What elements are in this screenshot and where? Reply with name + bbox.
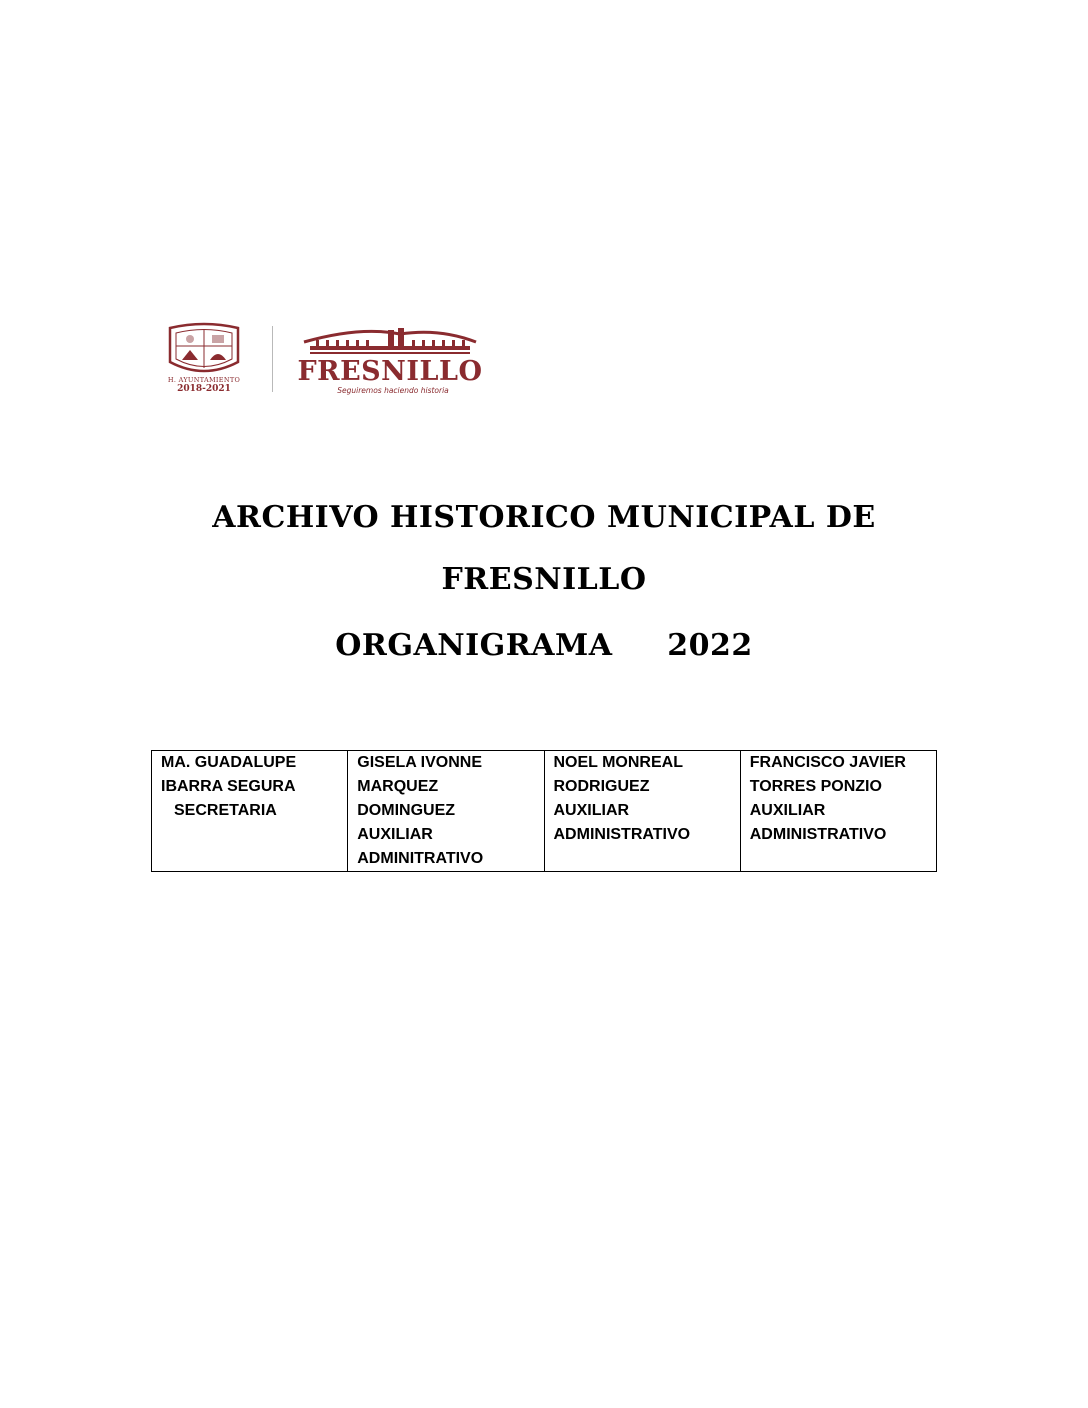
document-title-line-2: FRESNILLO: [441, 562, 647, 597]
staff-role: AUXILIAR: [749, 802, 826, 819]
staff-name-line: NOEL MONREAL: [553, 754, 683, 771]
seal-years: 2018-2021: [177, 384, 231, 394]
fresnillo-brand: [296, 324, 484, 396]
municipal-seal-icon: [164, 322, 244, 398]
seal-caption: H. AYUNTAMIENTO: [167, 376, 241, 384]
table-row: [152, 751, 937, 872]
staff-role: AUXILIAR: [553, 802, 630, 819]
brand-name: FRESNILLO: [297, 356, 483, 387]
staff-role: ADMINISTRATIVO: [749, 826, 887, 843]
staff-cell: [544, 751, 740, 872]
staff-cell: [348, 751, 544, 872]
staff-name-line: FRANCISCO JAVIER: [749, 754, 906, 771]
brand-tagline: Seguiremos haciendo historia: [337, 386, 449, 395]
document-title-line-1: ARCHIVO HISTORICO MUNICIPAL DE: [212, 500, 876, 535]
document-title-line-3: ORGANIGRAMA 2022: [335, 628, 753, 663]
staff-role: SECRETARIA: [174, 802, 277, 819]
staff-name-line: GISELA IVONNE: [357, 754, 483, 771]
staff-name-line: MA. GUADALUPE: [161, 754, 297, 771]
staff-role: ADMINISTRATIVO: [553, 826, 691, 843]
staff-name-line: MARQUEZ: [357, 778, 439, 795]
staff-name-line: TORRES PONZIO: [749, 778, 882, 795]
staff-table: [151, 750, 937, 872]
staff-cell: [740, 751, 936, 872]
logo-divider: [272, 326, 273, 392]
staff-cell: [152, 751, 348, 872]
staff-role: ADMINITRATIVO: [357, 850, 484, 867]
header-logos: [164, 318, 484, 398]
staff-role: AUXILIAR: [357, 826, 433, 843]
staff-name-line: DOMINGUEZ: [357, 802, 456, 819]
building-skyline-icon: [300, 324, 480, 358]
staff-name-line: RODRIGUEZ: [553, 778, 650, 795]
staff-name-line: IBARRA SEGURA: [161, 778, 296, 795]
